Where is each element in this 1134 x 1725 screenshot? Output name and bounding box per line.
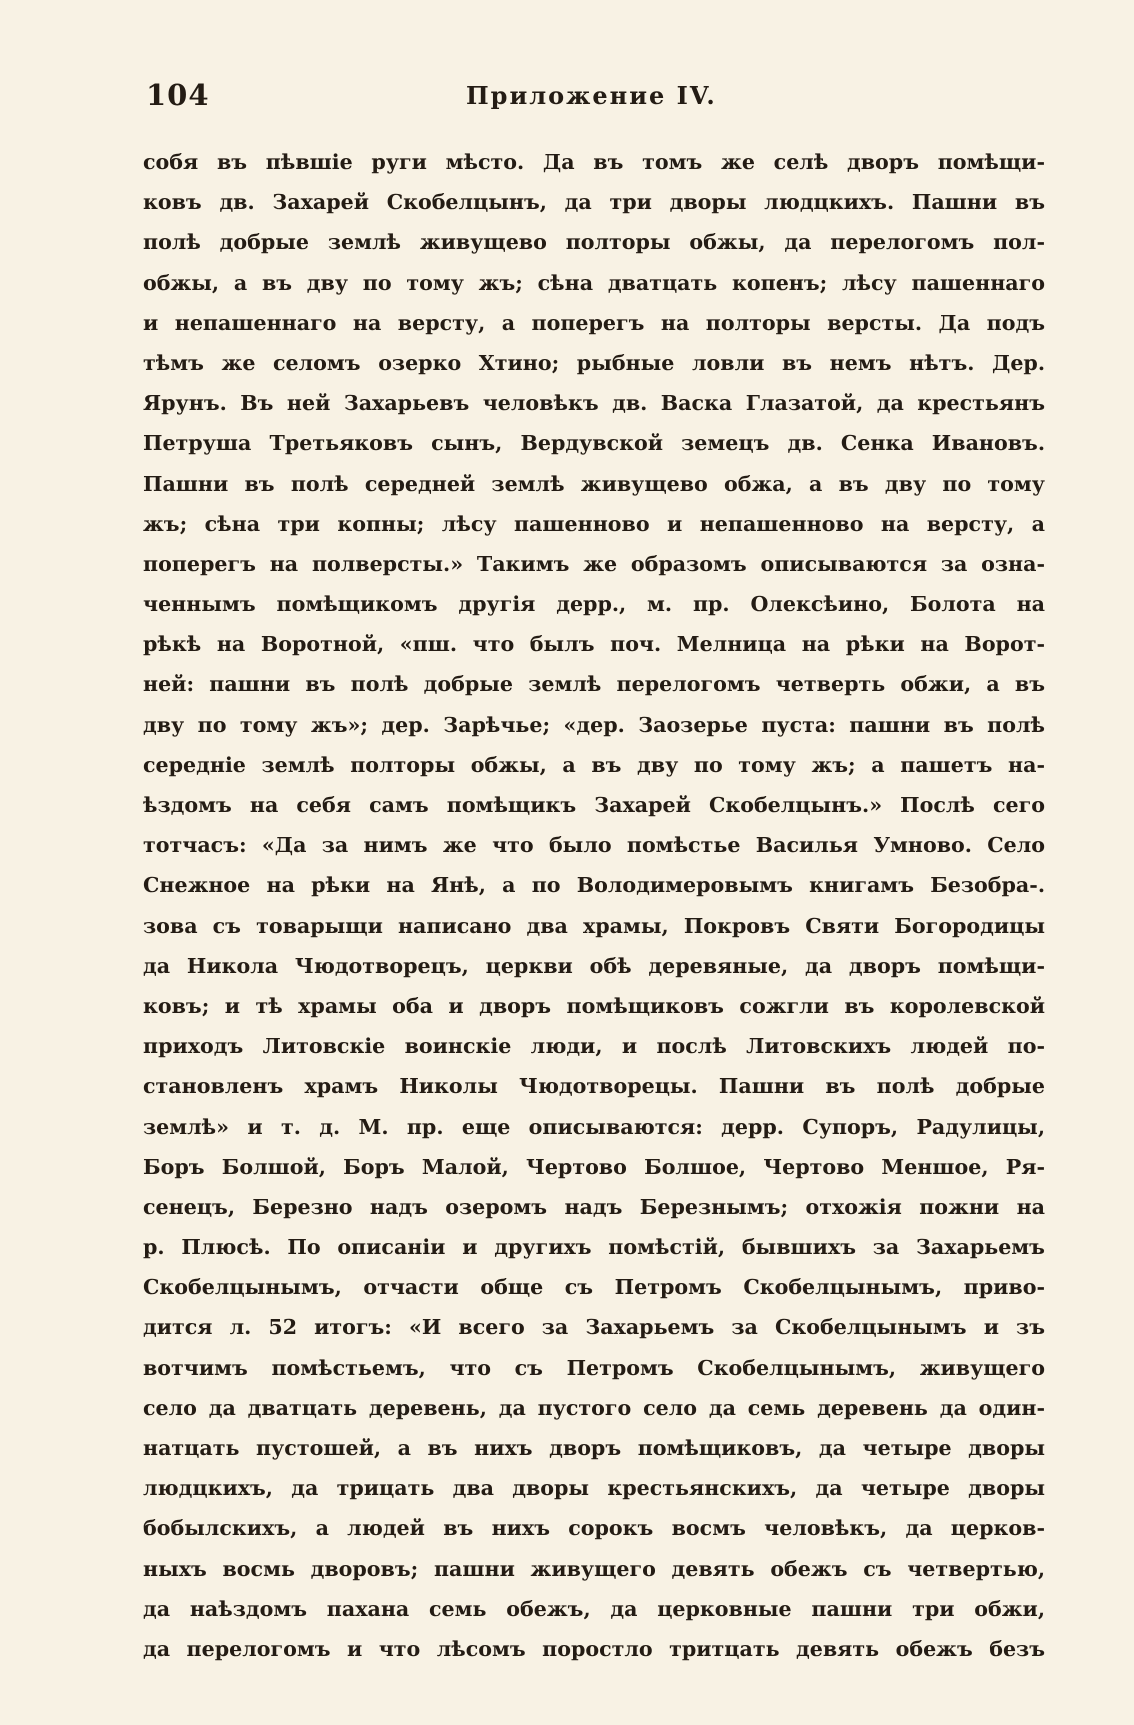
running-head-title: Приложение IV. — [466, 81, 717, 110]
text-line: да Никола Чюдотворецъ, церкви обѣ деревяные, да дворъ помѣщи- — [143, 953, 1045, 978]
body-text — [143, 142, 1045, 1669]
text-line: становленъ храмъ Николы Чюдотворецы. Пашни въ полѣ добрые — [143, 1074, 1045, 1099]
text-line: да перелогомъ и что лѣсомъ поростло тритцать девять обежъ безъ — [143, 1636, 1045, 1661]
text-line: поперегъ на полверсты.» Такимъ же образомъ описываются за озна- — [143, 551, 1045, 576]
running-head — [146, 78, 1052, 118]
text-line: вотчимъ помѣстьемъ, что съ Петромъ Скобелцынымъ, живущего — [143, 1355, 1045, 1380]
text-line: да наѣздомъ пахана семь обежъ, да церковные пашни три обжи, — [143, 1596, 1045, 1621]
text-line: натцать пустошей, а въ нихъ дворъ помѣщиковъ, да четыре дворы — [143, 1436, 1045, 1460]
text-line: ковъ дв. Захарей Скобелцынъ, да три дворы людцкихъ. Пашни въ — [143, 190, 1045, 215]
text-line: и непашеннаго на версту, а поперегъ на полторы версты. Да подъ — [143, 310, 1045, 335]
text-line: собя въ пѣвшіе руги мѣсто. Да въ томъ же селѣ дворъ помѣщи- — [143, 150, 1045, 174]
text-line: Снежное на рѣки на Янѣ, а по Володимеровымъ книгамъ Безобра-. — [143, 873, 1045, 898]
text-line: Ярунъ. Въ ней Захарьевъ человѣкъ дв. Васка Глазатой, да крестьянъ — [143, 391, 1045, 416]
text-line: бобылскихъ, а людей въ нихъ сорокъ восмъ человѣкъ, да церков- — [143, 1516, 1045, 1541]
text-line: ныхъ восмь дворовъ; пашни живущего девять обежъ съ четвертью, — [143, 1556, 1045, 1581]
text-line: землѣ» и т. д. М. пр. еще описываются: дерр. Супоръ, Радулицы, — [143, 1114, 1045, 1139]
text-line: Скобелцынымъ, отчасти обще съ Петромъ Скобелцынымъ, приво- — [143, 1275, 1045, 1300]
text-line: жъ; сѣна три копны; лѣсу пашенново и непашенново на версту, а — [143, 511, 1045, 536]
text-line: рѣкѣ на Воротной, «пш. что былъ поч. Мелница на рѣки на Ворот- — [143, 632, 1045, 657]
text-line: ней: пашни въ полѣ добрые землѣ перелогомъ четверть обжи, а въ — [143, 672, 1045, 697]
text-line: людцкихъ, да трицать два дворы крестьянскихъ, да четыре дворы — [143, 1476, 1045, 1501]
page-number: 104 — [146, 78, 210, 112]
text-line: Петруша Третьяковъ сынъ, Вердувской земецъ дв. Сенка Ивановъ. — [143, 431, 1045, 456]
text-line: ковъ; и тѣ храмы оба и дворъ помѣщиковъ сожгли въ королевской — [143, 993, 1045, 1018]
text-line: Боръ Болшой, Боръ Малой, Чертово Болшое, Чертово Меншое, Ря- — [143, 1154, 1045, 1179]
text-line: село да дватцать деревень, да пустого село да семь деревень да один- — [143, 1395, 1045, 1420]
text-line: обжы, а въ дву по тому жъ; сѣна дватцать копенъ; лѣсу пашеннаго — [143, 270, 1045, 295]
text-line: зова съ товарыщи написано два храмы, Покровъ Святи Богородицы — [143, 913, 1045, 938]
text-line: сенецъ, Березно надъ озеромъ надъ Березнымъ; отхожія пожни на — [143, 1194, 1045, 1219]
text-line: тѣмъ же селомъ озерко Хтино; рыбные ловли въ немъ нѣтъ. Дер. — [143, 350, 1045, 375]
text-line: тотчасъ: «Да за нимъ же что было помѣстье Василья Умново. Село — [143, 833, 1045, 858]
text-line: середніе землѣ полторы обжы, а въ дву по тому жъ; а пашетъ на- — [143, 752, 1045, 777]
text-line: ченнымъ помѣщикомъ другія дерр., м. пр. Олексѣино, Болота на — [143, 592, 1045, 617]
text-line: ѣздомъ на себя самъ помѣщикъ Захарей Скобелцынъ.» Послѣ сего — [143, 793, 1045, 817]
text-line: полѣ добрые землѣ живущево полторы обжы, да перелогомъ пол- — [143, 230, 1045, 255]
text-line: Пашни въ полѣ середней землѣ живущево обжа, а въ дву по тому — [143, 471, 1045, 496]
text-line: приходъ Литовскіе воинскіе люди, и послѣ Литовскихъ людей по- — [143, 1034, 1045, 1059]
text-line: дится л. 52 итогъ: «И всего за Захарьемъ за Скобелцынымъ и зъ — [143, 1315, 1045, 1340]
text-line: р. Плюсѣ. По описаніи и другихъ помѣстій, бывшихъ за Захарьемъ — [143, 1235, 1045, 1260]
text-line: дву по тому жъ»; дер. Зарѣчье; «дер. Заозерье пуста: пашни въ полѣ — [143, 712, 1045, 737]
